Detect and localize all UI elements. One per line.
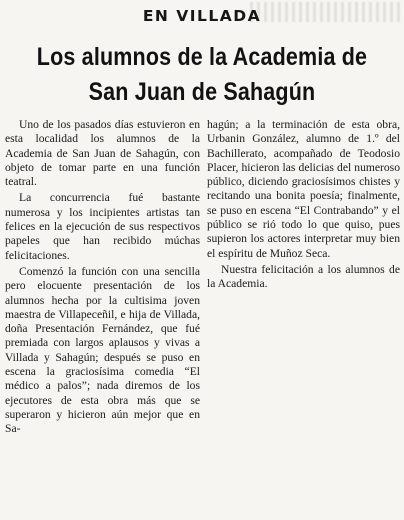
paragraph: Uno de los pasados días estuvieron en esta localidad los alumnos de la Academia de San Juan de Sahagún, con objeto de tomar parte en una función teatral.	[5, 118, 200, 189]
paragraph: hagún; a la terminación de esta obra, Urbanin González, alumno de 1.º del Bachillerato, acompañado de Teodosio Placer, hicieron las delicias del numeroso público, diciendo graciosísimos chistes y recitando una bonita poesía; finalmente, se puso en escena “El Contrabando” y el público se rió todo lo que quiso, pues supieron los actores interpretar muy bien el espíritu de Muñoz Seca.	[207, 118, 400, 260]
paragraph: La concurrencia fué bastante numerosa y los incipientes artistas tan felices en la ejecución de sus respectivos papeles que han recibido múchas felicitaciones.	[5, 191, 200, 262]
article-column-left	[5, 118, 200, 439]
paragraph: Nuestra felicitación a los alumnos de la Academia.	[207, 262, 400, 291]
paragraph: Comenzó la función con una sencilla pero elocuente presentación de los alumnos hecha por la cultisima joven maestra de Villapeceñil, e hija de Villada, doña Presentación Fernández, que fué premiada con largos aplausos y vivas a Villada y Sahagún; después se puso en escena la graciosísima comedia “El médico a palos”; nada diremos de los ejecutores de esta obra más que se superaron y hicieron aún mejor que en Sa-	[5, 264, 200, 436]
article-column-right	[207, 118, 400, 294]
article-headline: Los alumnos de la Academia de San Juan de Sahagún	[36, 43, 368, 106]
bleed-through-text	[250, 2, 400, 22]
section-heading: EN VILLADA	[142, 7, 262, 25]
